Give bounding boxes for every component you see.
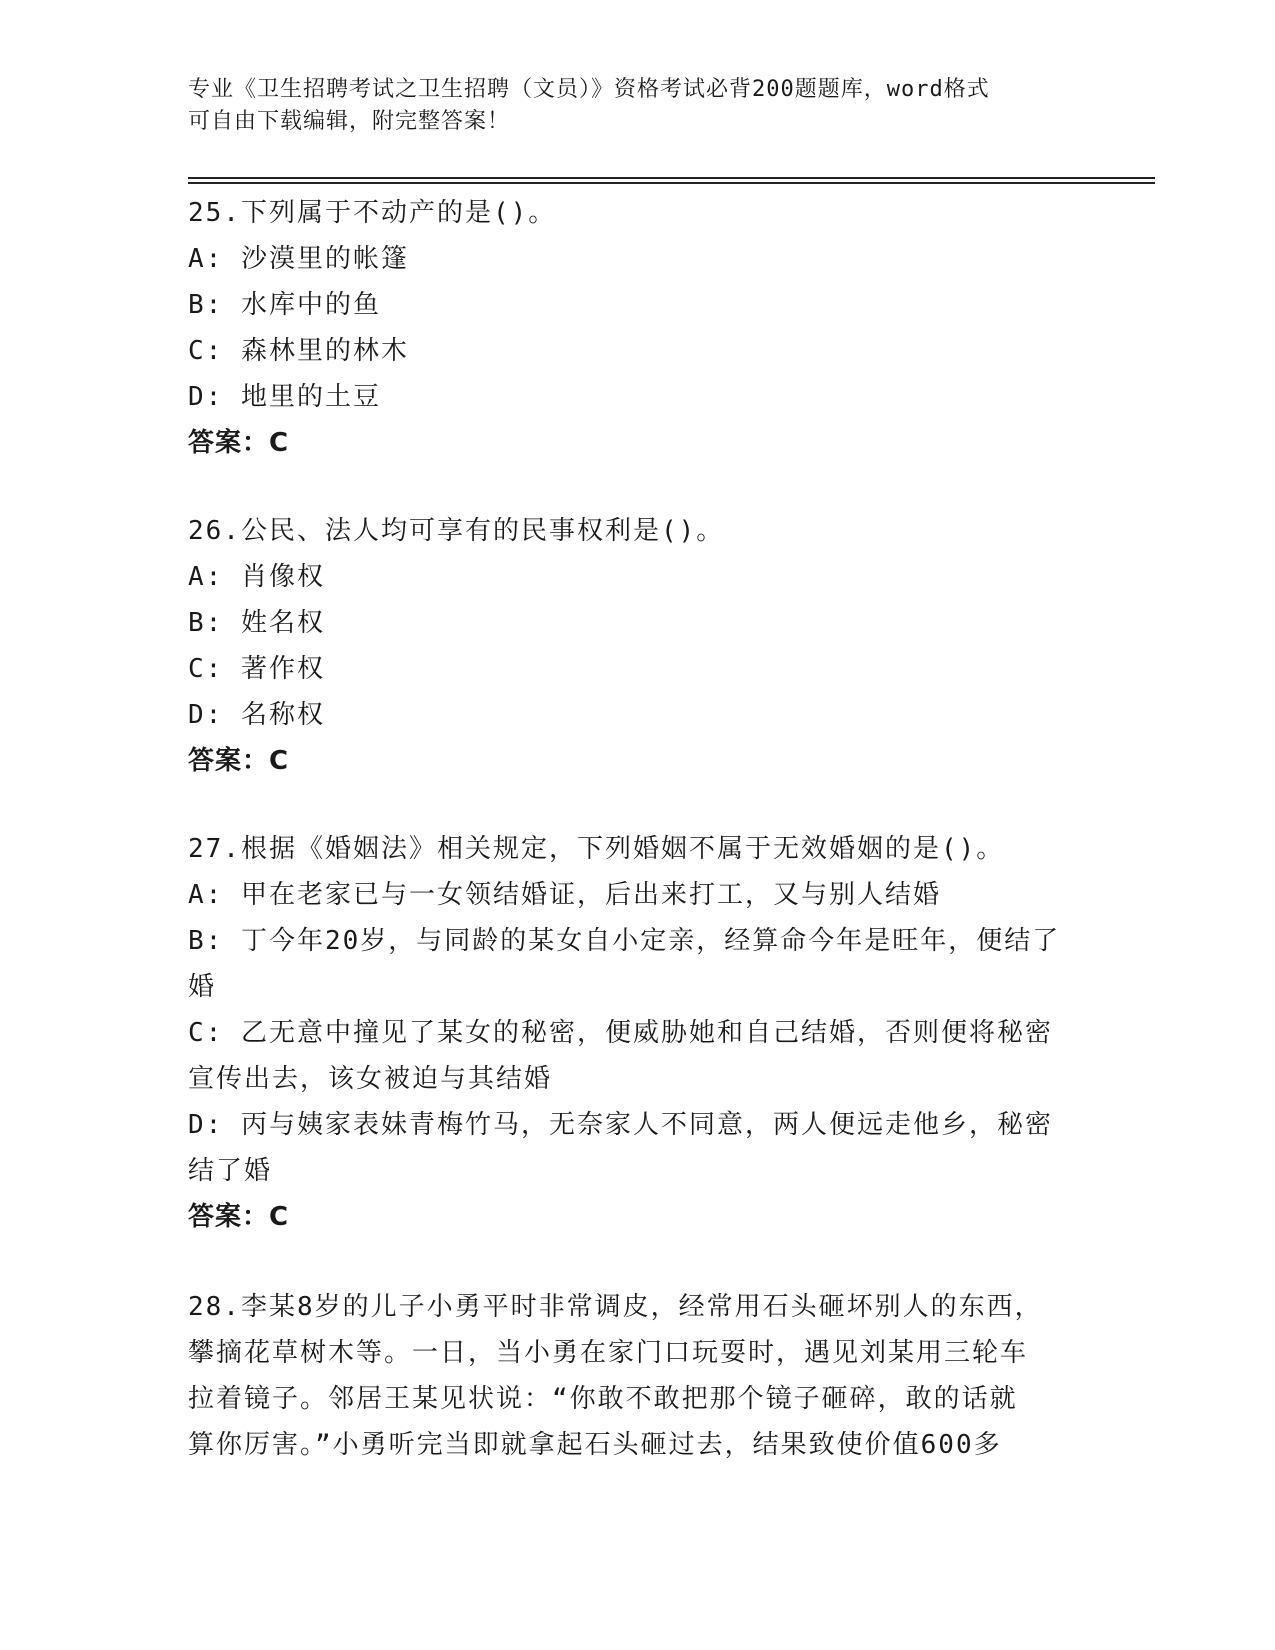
question-stem: 27.根据《婚姻法》相关规定，下列婚姻不属于无效婚姻的是()。 [188, 834, 1005, 864]
question-stem-line-3: 拉着镜子。邻居王某见状说：“你敢不敢把那个镜子砸碎，敢的话就 [188, 1384, 1018, 1414]
question-stem-line-2: 攀摘花草树木等。一日，当小勇在家门口玩耍时，遇见刘某用三轮车 [188, 1338, 1029, 1368]
option-c: C: 著作权 [188, 654, 325, 684]
header-line-2: 可自由下载编辑，附完整答案！ [188, 109, 511, 134]
option-c: C: 森林里的林木 [188, 336, 409, 366]
answer: 答案：C [188, 746, 290, 776]
option-c: C: 乙无意中撞见了某女的秘密，便威胁她和自己结婚，否则便将秘密宣传出去，该女被迫与其结婚 [188, 1018, 1053, 1094]
option-a: A: 甲在老家已与一女领结婚证，后出来打工，又与别人结婚 [188, 880, 941, 910]
option-b: B: 姓名权 [188, 608, 325, 638]
option-d: D: 丙与姨家表妹青梅竹马，无奈家人不同意，两人便远走他乡，秘密结了婚 [188, 1110, 1053, 1186]
question-26 [188, 508, 1068, 784]
option-a: A: 肖像权 [188, 562, 325, 592]
answer: 答案：C [188, 428, 290, 458]
option-d: D: 地里的土豆 [188, 382, 381, 412]
option-b: B: 水库中的鱼 [188, 290, 381, 320]
answer: 答案：C [188, 1202, 290, 1232]
header-rule-bottom [188, 182, 1155, 184]
question-28 [188, 1284, 1068, 1468]
question-stem-line-1: 28.李某8岁的儿子小勇平时非常调皮，经常用石头砸坏别人的东西， [188, 1292, 1043, 1322]
header-line-1: 专业《卫生招聘考试之卫生招聘（文员）》资格考试必背200题题库，word格式 [188, 77, 990, 102]
question-25 [188, 190, 1068, 466]
question-stem-line-4: 算你厉害。”小勇听完当即就拿起石头砸过去，结果致使价值600多 [188, 1430, 1002, 1460]
option-b: B: 丁今年20岁，与同龄的某女自小定亲，经算命今年是旺年，便结了婚 [188, 926, 1061, 1002]
option-a: A: 沙漠里的帐篷 [188, 244, 409, 274]
question-27 [188, 826, 1068, 1240]
header-rule-top [188, 177, 1155, 179]
option-d: D: 名称权 [188, 700, 325, 730]
question-stem: 26.公民、法人均可享有的民事权利是()。 [188, 516, 725, 546]
question-stem: 25.下列属于不动产的是()。 [188, 198, 557, 228]
document-header [188, 74, 1068, 138]
